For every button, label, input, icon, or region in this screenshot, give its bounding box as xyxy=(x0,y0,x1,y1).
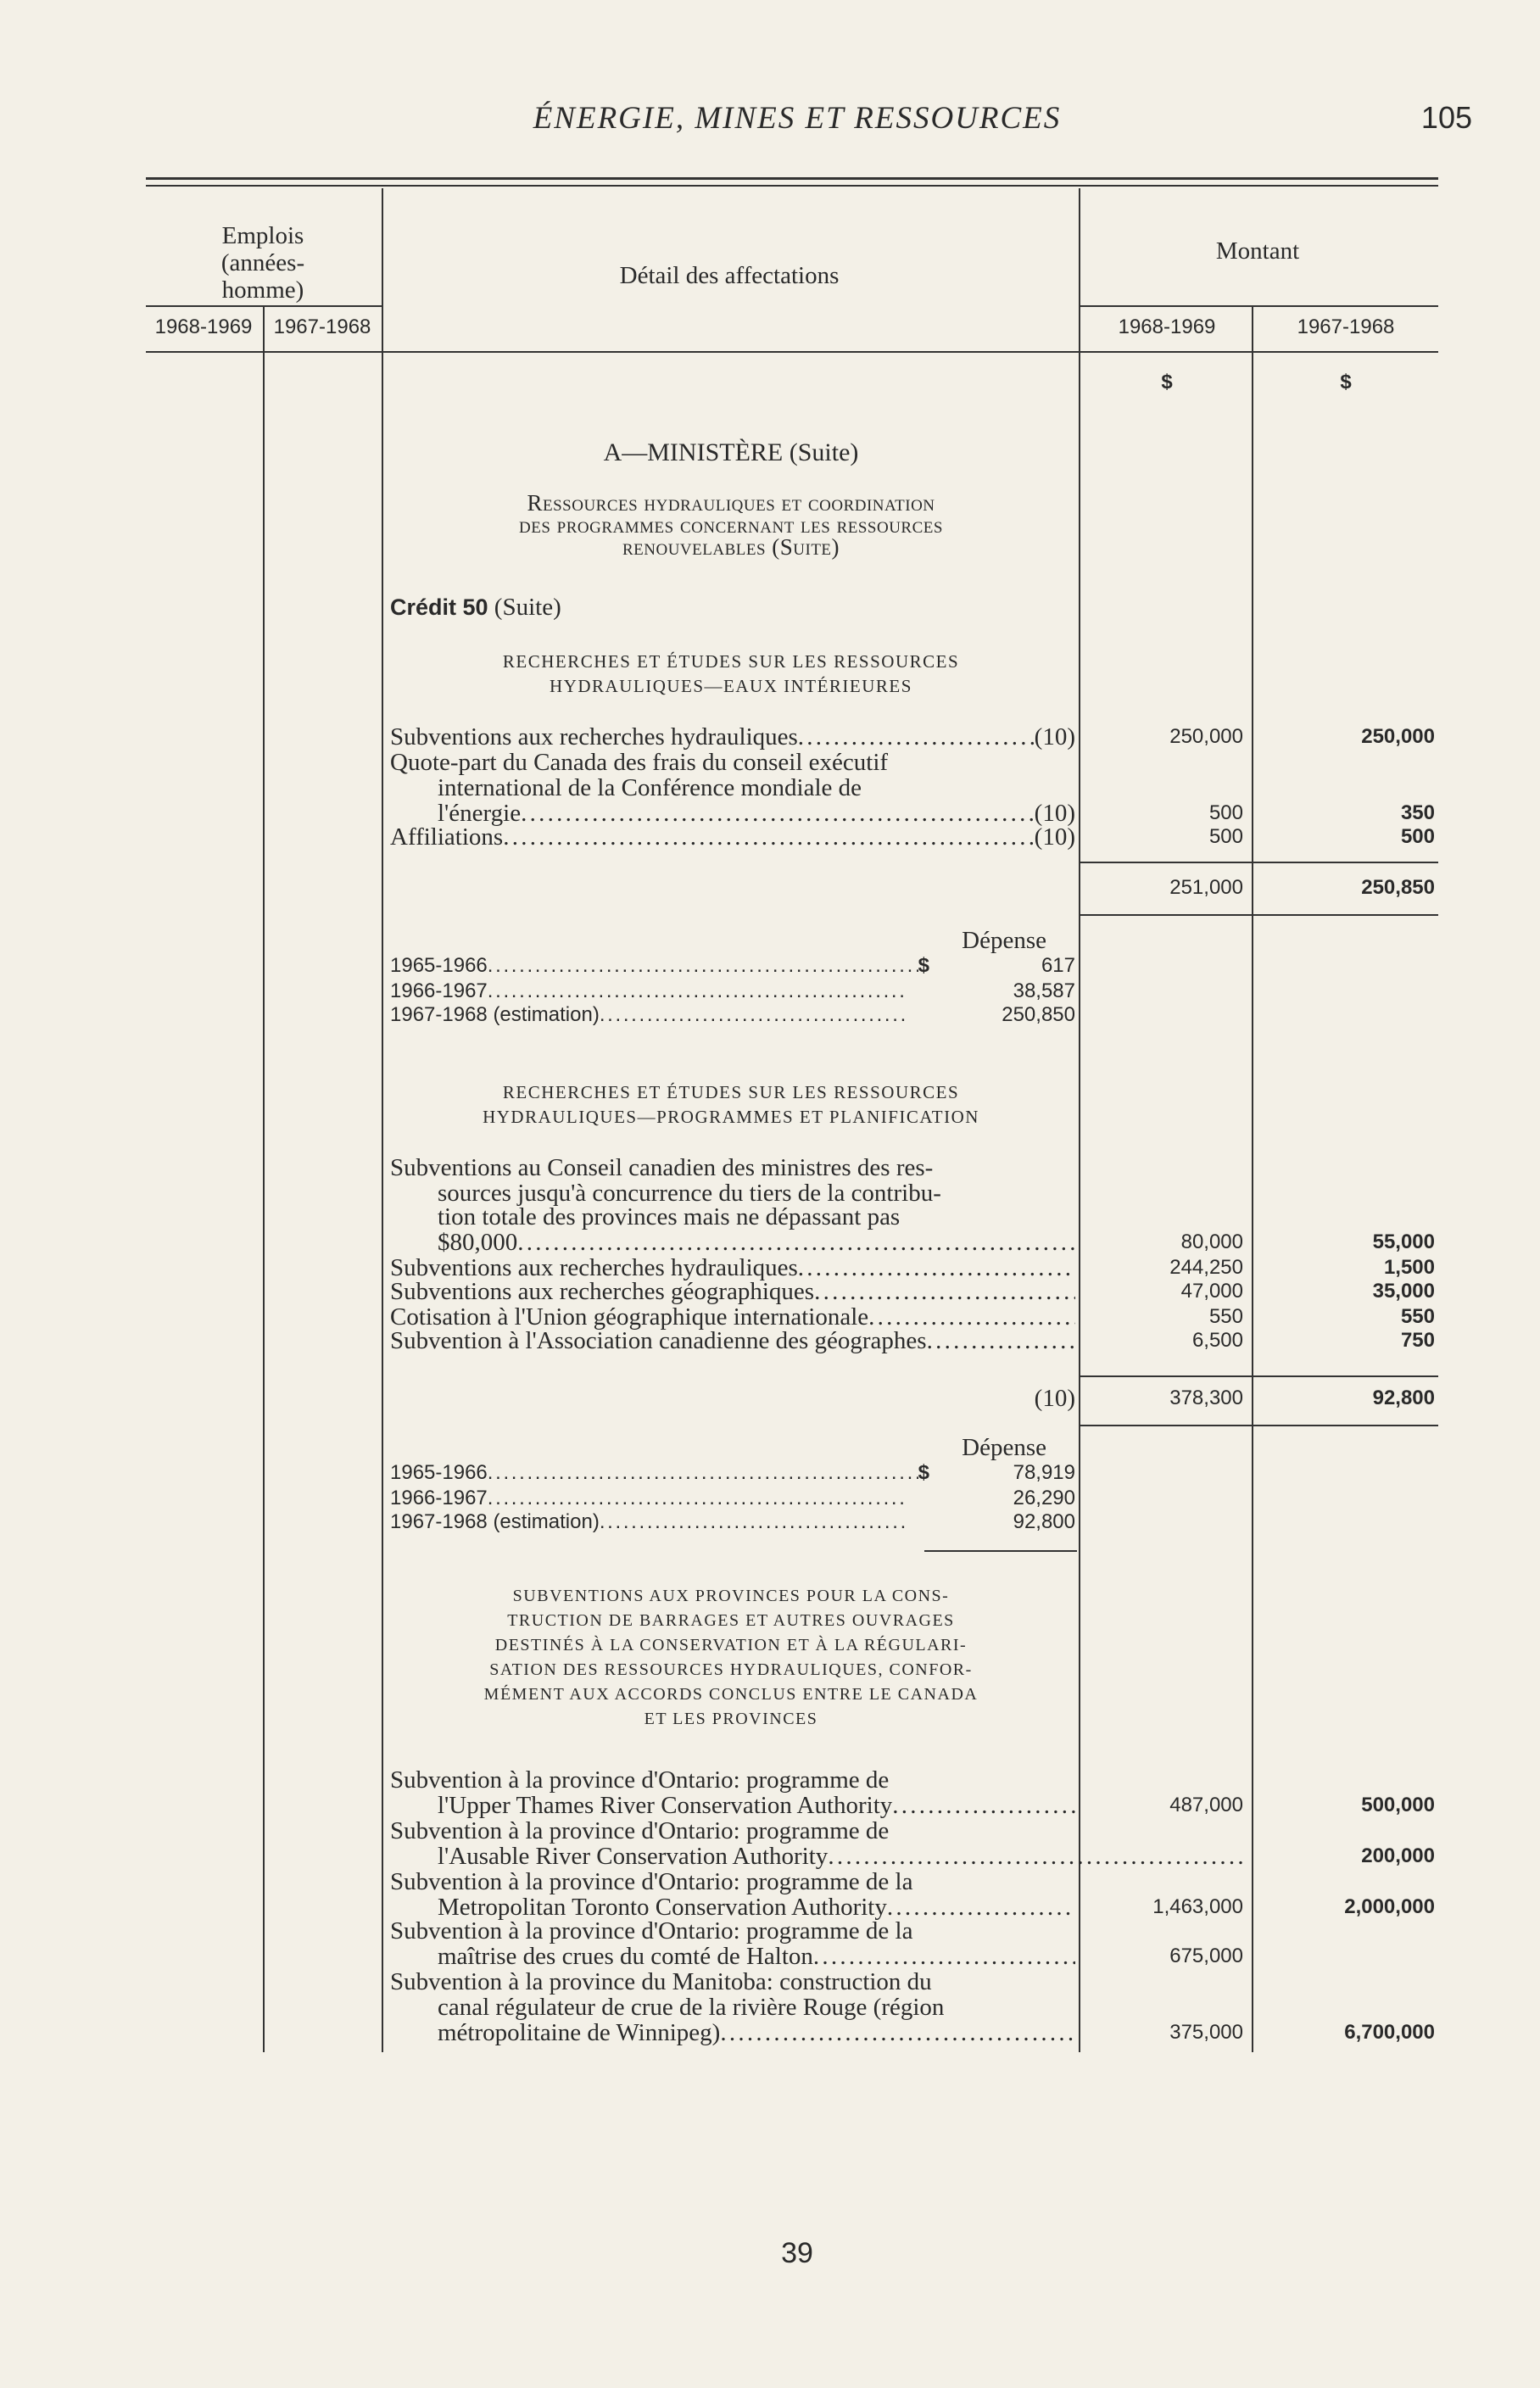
line-item-continued: l'énergie . . . (10) xyxy=(438,801,1075,826)
total-1968: 251,000 xyxy=(1169,876,1243,899)
line-item-continued: Metropolitan Toronto Conservation Authority . . . xyxy=(438,1894,1075,1920)
line-item-continued: l'Upper Thames River Conservation Authority . . . xyxy=(438,1793,1075,1818)
block3-title: SUBVENTIONS AUX PROVINCES POUR LA CONS- TRUCTION DE BARRAGES ET AUTRES OUVRAGES DESTINÉS À LA CONSERVATION ET À LA RÉGULARI- SATION DES RESSOURCES HYDRAULIQUES, CONFOR- MÉMENT AUX ACCORDS CONCLUS ENTRE LE CANADA ET LES PROVINCES xyxy=(483,1587,979,1728)
line-item: Subvention à la province du Manitoba: construction du xyxy=(390,1968,932,1995)
depense-label: Dépense xyxy=(962,1434,1046,1461)
amount-1968: 375,000 xyxy=(1169,2021,1243,2044)
page-marker: 39 xyxy=(781,2237,813,2269)
amount-1967: 750 xyxy=(1400,1329,1435,1352)
header-montant: Montant xyxy=(1215,237,1300,265)
line-item-continued: l'Ausable River Conservation Authority . . . xyxy=(438,1844,1243,1869)
running-title: ÉNERGIE, MINES ET RESSOURCES xyxy=(533,101,1062,136)
line-item-continued: métropolitaine de Winnipeg) . . . xyxy=(438,2020,1075,2045)
currency-symbol: $ xyxy=(1161,371,1173,393)
column-rule xyxy=(263,305,265,2052)
amount-1968: 487,000 xyxy=(1169,1794,1243,1816)
total-rule xyxy=(1080,862,1438,863)
year-header: 1968-1969 xyxy=(1118,315,1216,338)
line-item-continued: maîtrise des crues du comté de Halton . . . xyxy=(438,1944,1075,1969)
header-detail: Détail des affectations xyxy=(619,262,840,289)
line-item-continued: international de la Conférence mondiale de xyxy=(438,774,862,801)
block2-title: RECHERCHES ET ÉTUDES SUR LES RESSOURCES HYDRAULIQUES—PROGRAMMES ET PLANIFICATION xyxy=(483,1082,979,1127)
section-title: A—MINISTÈRE (Suite) xyxy=(603,438,859,466)
depense-row: 1965-1966 . . . $ xyxy=(390,953,929,979)
amount-1967: 35,000 xyxy=(1372,1280,1435,1303)
year-header: 1967-1968 xyxy=(273,315,371,338)
total-1968: 378,300 xyxy=(1169,1386,1243,1409)
depense-row: 1967-1968 (estimation) . . . xyxy=(390,1002,907,1028)
rule xyxy=(924,1550,1077,1552)
amount-1967: 2,000,000 xyxy=(1344,1895,1435,1918)
credit-heading: Crédit 50 (Suite) xyxy=(390,594,561,621)
line-item: Subvention à la province d'Ontario: programme de xyxy=(390,1766,890,1794)
line-item-continued: canal régulateur de crue de la rivière Rouge (région xyxy=(438,1994,945,2021)
top-rule-thick xyxy=(146,177,1438,180)
amount-1968: 550 xyxy=(1208,1305,1243,1328)
depense-amount: 617 xyxy=(1041,954,1075,977)
depense-amount: 92,800 xyxy=(1013,1510,1075,1533)
line-item: Affiliations . . . (10) xyxy=(390,824,1075,850)
amount-1967: 550 xyxy=(1400,1305,1435,1328)
depense-amount: 26,290 xyxy=(1013,1487,1075,1509)
amount-1967: 250,000 xyxy=(1361,725,1435,748)
line-item: Subventions aux recherches géographiques . . . xyxy=(390,1279,1075,1304)
depense-amount: 78,919 xyxy=(1013,1461,1075,1484)
rule xyxy=(146,351,1438,353)
amount-1968: 244,250 xyxy=(1169,1256,1243,1279)
line-item: Quote-part du Canada des frais du conseil exécutif xyxy=(390,749,889,776)
amount-1968: 500 xyxy=(1208,825,1243,848)
line-item-continued: sources jusqu'à concurrence du tiers de la contribu- xyxy=(438,1180,941,1207)
total-rule xyxy=(1080,1425,1438,1426)
amount-1968: 80,000 xyxy=(1180,1230,1243,1253)
total-rule xyxy=(1080,1375,1438,1377)
amount-1968: 500 xyxy=(1208,801,1243,824)
page-number: 105 xyxy=(1420,100,1472,135)
amount-1968: 1,463,000 xyxy=(1152,1895,1243,1918)
line-item: Subvention à la province d'Ontario: programme de la xyxy=(390,1868,913,1895)
column-rule xyxy=(1079,188,1080,2052)
line-item: Subventions au Conseil canadien des ministres des res- xyxy=(390,1154,934,1181)
amount-1967: 200,000 xyxy=(1361,1844,1435,1867)
depense-amount: 38,587 xyxy=(1013,979,1075,1002)
total-rule xyxy=(1080,914,1438,916)
amount-1968: 47,000 xyxy=(1180,1280,1243,1303)
amount-1967: 500,000 xyxy=(1361,1794,1435,1816)
amount-1967: 350 xyxy=(1400,801,1435,824)
depense-label: Dépense xyxy=(962,927,1046,954)
amount-1968: 675,000 xyxy=(1169,1944,1243,1967)
amount-1967: 6,700,000 xyxy=(1344,2021,1435,2044)
currency-symbol: $ xyxy=(1340,371,1352,393)
year-header: 1967-1968 xyxy=(1297,315,1395,338)
depense-row: 1965-1966 . . . $ xyxy=(390,1460,929,1486)
amount-1967: 500 xyxy=(1400,825,1435,848)
line-item: Subvention à la province d'Ontario: programme de la xyxy=(390,1917,913,1944)
block1-title: RECHERCHES ET ÉTUDES SUR LES RESSOURCES HYDRAULIQUES—EAUX INTÉRIEURES xyxy=(502,651,960,696)
total-code: (10) xyxy=(1034,1385,1075,1412)
amount-1967: 1,500 xyxy=(1383,1256,1435,1279)
line-item: Subventions aux recherches hydrauliques . . . xyxy=(390,1255,1075,1280)
line-item: Subvention à la province d'Ontario: programme de xyxy=(390,1817,890,1844)
total-1967: 92,800 xyxy=(1372,1386,1435,1409)
total-1967: 250,850 xyxy=(1361,876,1435,899)
top-rule-thin xyxy=(146,185,1438,187)
depense-amount: 250,850 xyxy=(1002,1003,1075,1026)
amount-1968: 6,500 xyxy=(1191,1329,1243,1352)
year-header: 1968-1969 xyxy=(154,315,253,338)
amount-1968: 250,000 xyxy=(1169,725,1243,748)
depense-row: 1966-1967 . . . xyxy=(390,1486,907,1511)
column-rule xyxy=(1252,307,1253,2052)
rule xyxy=(1080,305,1438,307)
program-title: Ressources hydrauliques et coordination des programmes concernant les ressources renouvelables (Suite) xyxy=(519,490,943,560)
header-emplois: Emplois (années-homme) xyxy=(220,222,305,304)
amount-1967: 55,000 xyxy=(1372,1230,1435,1253)
line-item-continued: tion totale des provinces mais ne dépassant pas xyxy=(438,1203,901,1230)
line-item-continued: $80,000 . . . xyxy=(438,1230,1075,1255)
line-item: Subventions aux recherches hydrauliques . . . (10) xyxy=(390,724,1075,750)
line-item: Cotisation à l'Union géographique internationale . . . xyxy=(390,1304,1075,1330)
depense-row: 1967-1968 (estimation) . . . xyxy=(390,1509,907,1535)
depense-row: 1966-1967 . . . xyxy=(390,979,907,1004)
line-item: Subvention à l'Association canadienne des géographes . . . xyxy=(390,1328,1075,1353)
